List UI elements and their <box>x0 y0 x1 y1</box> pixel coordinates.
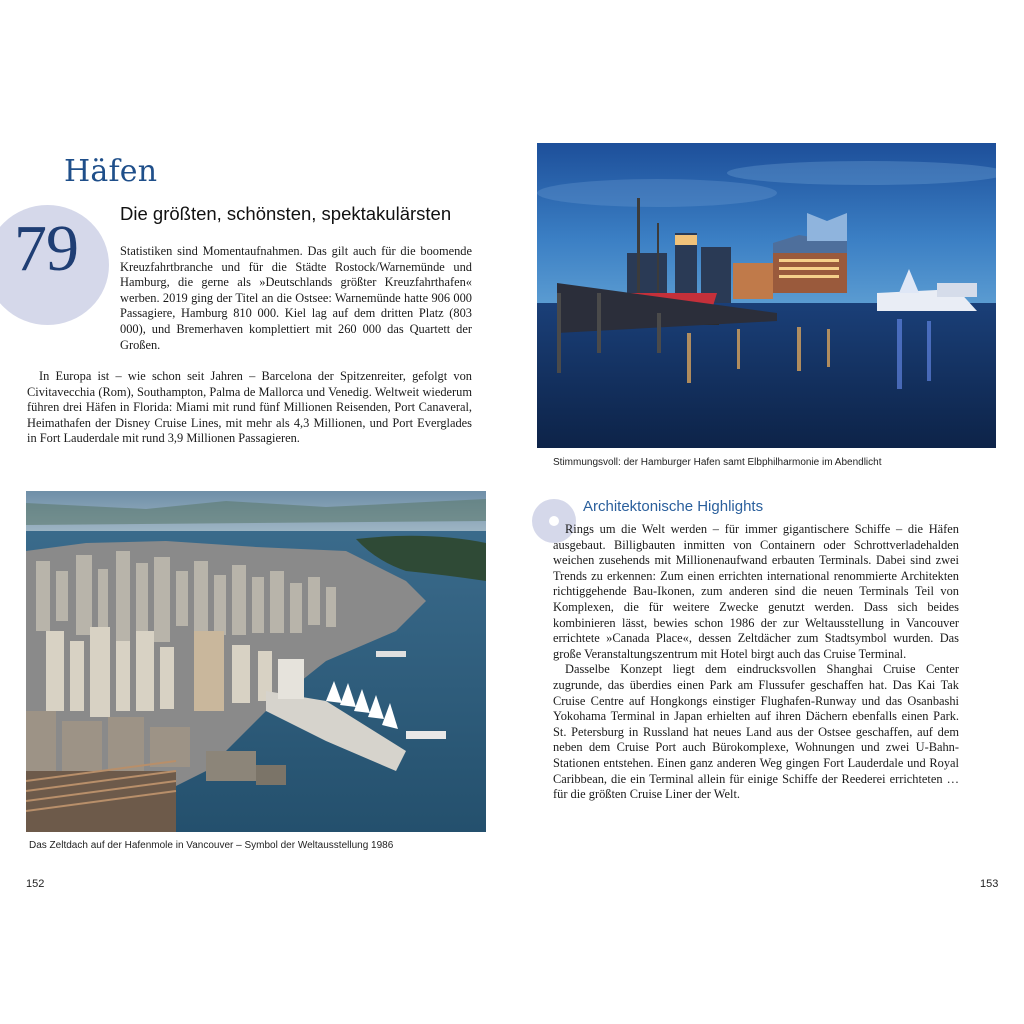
vancouver-caption: Das Zeltdach auf der Hafenmole in Vancouver – Symbol der Weltausstellung 1986 <box>29 840 394 851</box>
left-paragraph-2: In Europa ist – wie schon seit Jahren – Barcelona der Spitzenreiter, gefolgt von Civitavecchia (Rom), Southampton, Palma de Mallorca und Venedig. Weltweit wiederum führen drei Häfen in Florida: Miami mit rund fünf Millionen Reisenden, Port Canaveral, Heimathafen der Disney Cruise Lines, mit mehr als 4,3 Millionen, und Port Everglades in Fort Lauderdale mit rund 3,9 Millionen Passagieren. <box>27 369 472 446</box>
page-number-right: 153 <box>980 878 999 890</box>
left-body-text-indented <box>120 244 472 353</box>
vancouver-photo-illustration <box>26 491 486 832</box>
hamburg-harbor-photo <box>537 143 996 448</box>
hamburg-caption: Stimmungsvoll: der Hamburger Hafen samt Elbphilharmonie im Abendlicht <box>553 457 882 468</box>
left-body-text <box>27 369 472 447</box>
chapter-number: 79 <box>14 212 78 285</box>
vancouver-aerial-photo <box>26 491 486 832</box>
right-body-text <box>553 522 959 803</box>
hamburg-photo-illustration <box>537 143 996 448</box>
page-number-left: 152 <box>26 878 45 890</box>
right-paragraph-1: Rings um die Welt werden – für immer gigantischere Schiffe – die Häfen ausgebaut. Billigbauten inmitten von Containern oder Schrottverladehalden weichen zusehends mit Millionenaufwand erbauten Terminals. Dabei sind zwei Trends zu erkennen: Zum einen errichten international renommierte Architekten richtiggehende Bau-Ikonen, zum anderen sind die neuen Terminals Teil von Komplexen, die für weitere Zwecke genutzt werden. Dass sich beides kombinieren lässt, bewies schon 1986 der zur Weltausstellung in Vancouver errichtete »Canada Place«, dessen Zeltdächer zum Stadtsymbol wurden. Das große Veranstaltungszentrum mit Hotel birgt auch das Cruise Terminal. <box>553 522 959 661</box>
section-heading: Architektonische Highlights <box>583 498 764 515</box>
chapter-subtitle: Die größten, schönsten, spektakulärsten <box>120 203 452 224</box>
chapter-title: Häfen <box>64 154 158 189</box>
right-paragraph-2: Dasselbe Konzept liegt dem eindrucksvollen Shanghai Cruise Center zugrunde, das überdies einen Park am Flussufer geschaffen hat. Das Kai Tak Cruise Centre auf Hongkongs einstiger Flughafen-Runway und das Osanbashi Yokohama Terminal in Japan erhielten auf ihren Dächern ebenfalls einen Park. St. Petersburg in Russland hat neues Land aus der Ostsee geschaffen, auf dem neben dem Cruise Port auch Bürokomplexe, Wohnungen und zwei U-Bahn-Stationen entstehen. Einen ganz anderen Weg gingen Fort Lauderdale und Royal Caribbean, die ein Terminal allein für einige Schiffe der Reederei errichteten … für die größten Cruise Liner der Welt. <box>553 662 959 802</box>
left-paragraph-1: Statistiken sind Momentaufnahmen. Das gilt auch für die boomende Kreuzfahrtbranche und für die Städte Rostock/Warnemünde und Hamburg, die gerne als »Deutschlands größter Kreuzfahrthafen« werben. 2019 ging der Titel an die Ostsee: Warnemünde hatte 906 000 Passagiere, Hamburg 810 000. Kiel lag auf dem dritten Platz (803 000), und Bremerhaven komplettiert mit 260 000 das Quartett der Großen. <box>120 244 472 352</box>
